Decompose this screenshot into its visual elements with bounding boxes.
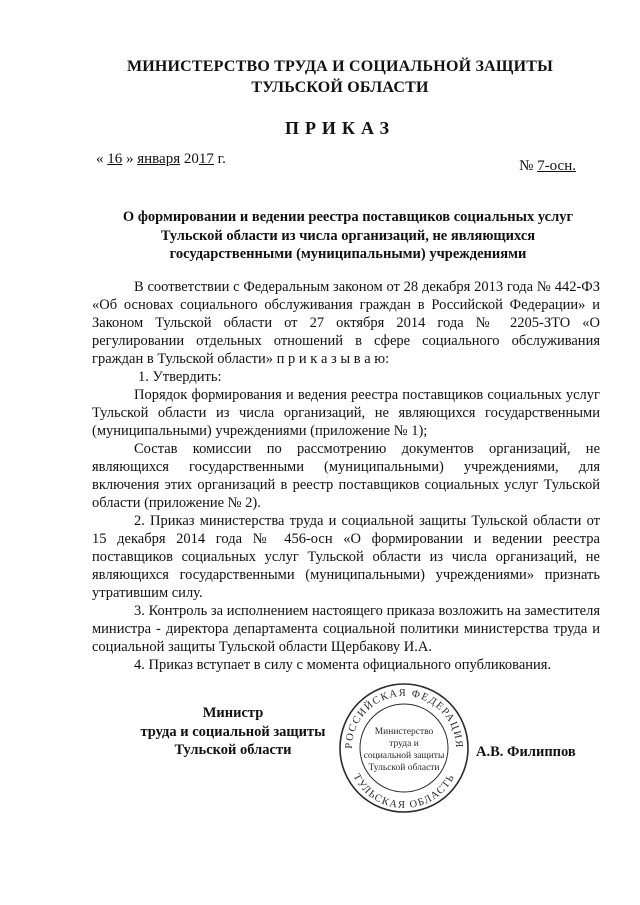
- signature-title-line2: труда и социальной защиты: [140, 723, 326, 740]
- date-year-mark: г.: [217, 151, 226, 167]
- official-stamp: [336, 680, 472, 816]
- paragraph-item-1: 1. Утвердить:: [138, 369, 222, 385]
- paragraph-commission: Состав комиссии по рассмотрению документов организаций, не являющихся государственными (муниципальными) учреждениями, для включения этих организаций в реестр поставщиков социальных услуг Тульской области (приложение № 2).: [92, 441, 600, 511]
- stamp-center-line1: Министерство: [374, 727, 434, 737]
- date-year-suffix: 17: [198, 151, 214, 167]
- date-year-prefix: 20: [183, 151, 199, 167]
- stamp-center-line4: Тульской области: [368, 763, 440, 773]
- subject-line1: О формировании и ведении реестра поставщиков социальных услуг: [122, 209, 574, 225]
- order-subject: [96, 208, 600, 264]
- stamp-center-line3: социальной защиты: [363, 751, 445, 761]
- stamp-ring-top: РОССИЙСКАЯ ФЕДЕРАЦИЯ: [343, 687, 465, 750]
- number-value: 7: [537, 158, 545, 174]
- order-body: [92, 278, 600, 674]
- date-month: января: [137, 151, 181, 167]
- paragraph-item-4: 4. Приказ вступает в силу с момента официального опубликования.: [134, 657, 552, 673]
- date-day: 16: [107, 151, 123, 167]
- stamp-ring-bottom: ТУЛЬСКАЯ ОБЛАСТЬ: [350, 772, 458, 812]
- number-prefix: №: [519, 158, 534, 174]
- signature-title-line1: Министр: [202, 705, 264, 721]
- date-open-quote: «: [96, 151, 104, 167]
- ministry-header-line1: МИНИСТЕРСТВО ТРУДА И СОЦИАЛЬНОЙ ЗАЩИТЫ: [126, 58, 554, 75]
- order-title: ПРИКАЗ: [284, 118, 396, 138]
- order-number: [519, 158, 576, 175]
- ministry-header: [90, 56, 590, 98]
- subject-line2: Тульской области из числа организаций, не являющихся: [160, 227, 536, 244]
- signature-title-line3: Тульской области: [174, 742, 292, 758]
- paragraph-item-2: 2. Приказ министерства труда и социальной защиты Тульской области от 15 декабря 2014 года № 456-осн «О формировании и ведении реестра поставщиков социальных услуг Тульской области из числа организаций, не являющихся государственными (муниципальными) учреждениями» признать утратившим силу.: [92, 513, 600, 601]
- paragraph-preamble: В соответствии с Федеральным законом от 28 декабря 2013 года № 442-ФЗ «Об основах социального обслуживания граждан в Российской Федерации» и Законом Тульской области от 27 октября 2014 года № 2205-ЗТО «О регулировании отдельных отношений в сфере социального обслуживания граждан в Тульской области» п р и к а з ы в а ю:: [92, 279, 600, 367]
- subject-line3: государственными (муниципальными) учреждениями: [169, 246, 527, 262]
- ministry-header-line2: ТУЛЬСКОЙ ОБЛАСТИ: [251, 79, 429, 96]
- paragraph-item-3: 3. Контроль за исполнением настоящего приказа возложить на заместителя министра - директора департамента социальной политики министерства труда и социальной защиты Тульской области Щербакову И.А.: [92, 603, 600, 655]
- stamp-center-line2: труда и: [389, 739, 419, 749]
- number-suffix: -осн.: [544, 158, 576, 174]
- order-date: [96, 151, 226, 168]
- signer-name: А.В. Филиппов: [476, 744, 576, 760]
- signature-block: [128, 704, 338, 760]
- date-close-quote: »: [126, 151, 134, 167]
- paragraph-procedure: Порядок формирования и ведения реестра поставщиков социальных услуг Тульской области из числа организаций, не являющихся государственными (муниципальными) учреждениями (приложение № 1);: [92, 387, 600, 439]
